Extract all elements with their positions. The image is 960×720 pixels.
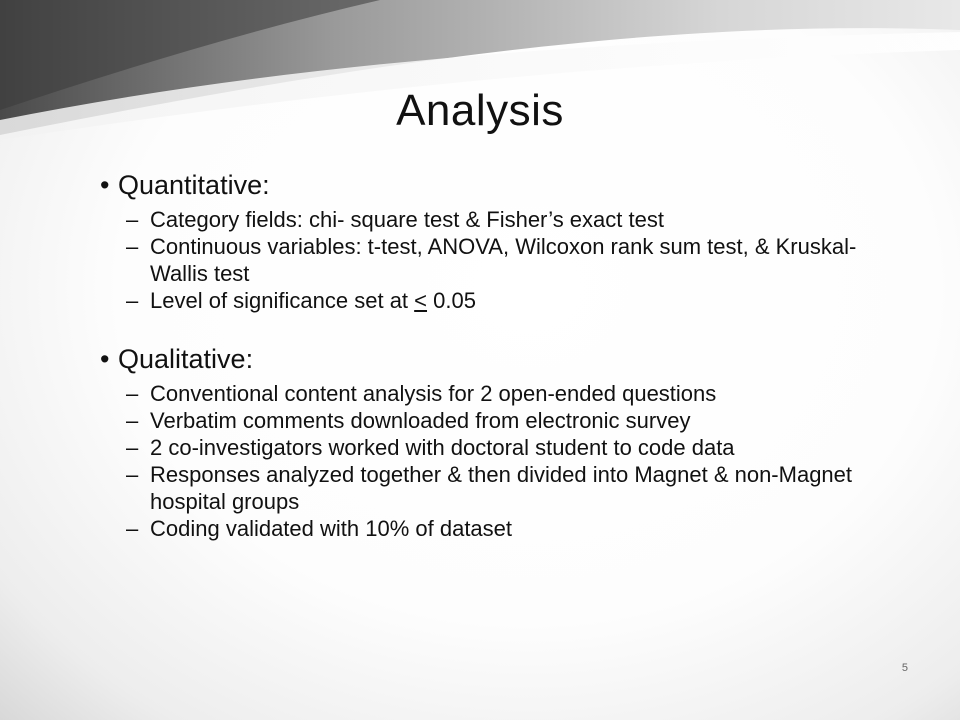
significance-value: 0.05	[427, 288, 476, 313]
bullet-marker: •	[100, 344, 110, 374]
less-equal-symbol: <	[414, 288, 428, 313]
dash-marker: –	[126, 207, 139, 232]
dash-marker: –	[126, 462, 139, 487]
list-item	[126, 206, 914, 233]
list-item	[126, 515, 914, 542]
dash-marker: –	[126, 234, 139, 259]
list-item	[126, 407, 914, 434]
list-item-text: Verbatim comments downloaded from electronic survey	[150, 408, 691, 433]
list-item-text: Category fields: chi- square test & Fisher’s exact test	[150, 207, 664, 232]
list-item-text: Conventional content analysis for 2 open-ended questions	[150, 381, 717, 406]
list-item	[126, 380, 914, 407]
dash-marker: –	[126, 408, 139, 433]
page-number: 5	[901, 662, 908, 674]
section-heading: Qualitative:	[118, 344, 254, 374]
dash-marker: –	[126, 288, 139, 313]
slide-body	[100, 168, 914, 542]
list-item	[126, 287, 914, 314]
dash-marker: –	[126, 435, 139, 460]
section-spacer	[114, 314, 914, 342]
section-heading: Quantitative:	[118, 170, 270, 200]
list-item-text: Coding validated with 10% of dataset	[150, 516, 513, 541]
list-item	[126, 461, 914, 515]
significance-prefix: Level of significance set at	[150, 288, 415, 313]
list-item	[126, 434, 914, 461]
dash-marker: –	[126, 381, 139, 406]
bullet-marker: •	[100, 170, 110, 200]
list-item	[126, 233, 914, 287]
bullet-qualitative	[100, 342, 914, 376]
dash-marker: –	[126, 516, 139, 541]
list-item-text: Continuous variables: t-test, ANOVA, Wilcoxon rank sum test, & Kruskal-Wallis test	[150, 234, 857, 286]
list-item-text: Responses analyzed together & then divided into Magnet & non-Magnet hospital groups	[150, 462, 853, 514]
list-item-text: 2 co-investigators worked with doctoral student to code data	[150, 435, 735, 460]
bullet-quantitative	[100, 168, 914, 202]
slide-title: Analysis	[396, 86, 564, 135]
significance-text	[150, 287, 914, 314]
